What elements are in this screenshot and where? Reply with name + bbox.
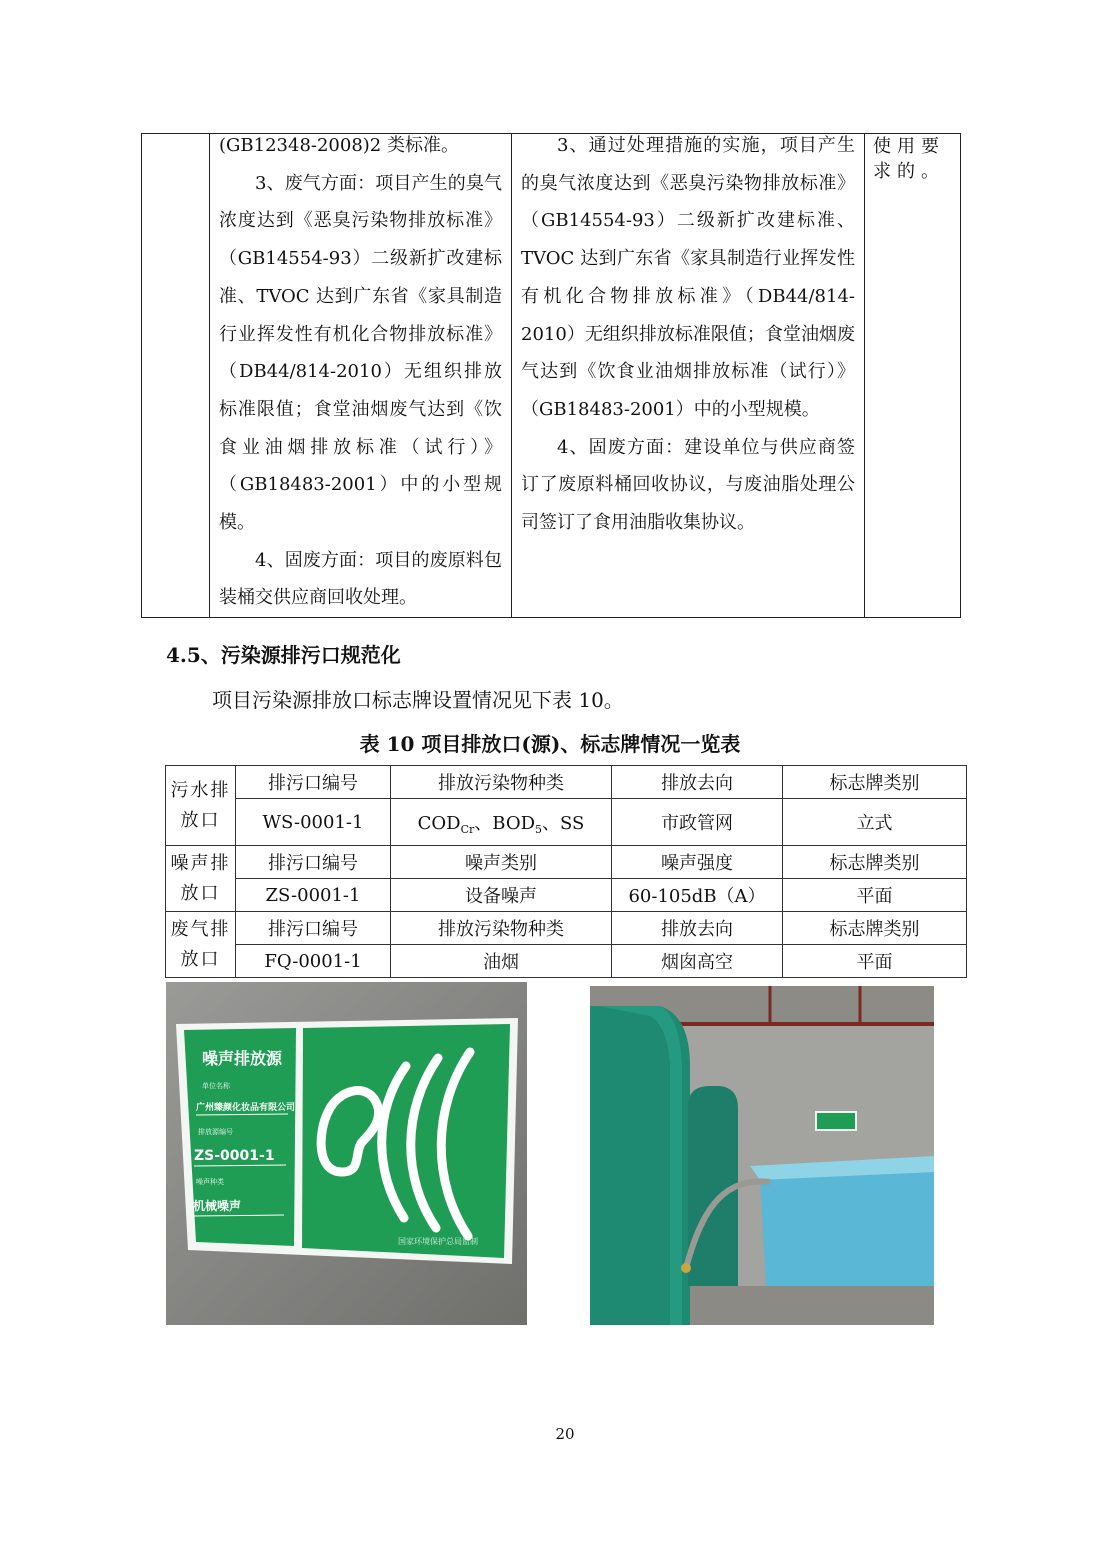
category-line: 废气排: [170, 918, 231, 940]
table-row: [166, 799, 967, 846]
subscript: Cr: [460, 822, 475, 836]
value-cell: ZS-0001-1: [236, 879, 391, 912]
table-row: [166, 945, 967, 978]
header-cell: 排污口编号: [236, 912, 391, 945]
value-cell: 60-105dB（A）: [612, 879, 783, 912]
value-cell: 市政管网: [612, 799, 783, 846]
text-run: 、BOD: [474, 812, 536, 834]
header-cell: 排放去向: [612, 766, 783, 799]
sign-type-value: 机械噪声: [193, 1199, 242, 1213]
text-run: 、SS: [542, 812, 585, 834]
standards-comparison-table: [141, 133, 961, 618]
col3-paragraph-gas: 3、通过处理措施的实施，项目产生的臭气浓度达到《恶臭污染物排放标准》（GB14554-93）二级新扩改建标准、TVOC 达到广东省《家具制造行业挥发性有机化合物排放标准》（DB44/814-2010）无组织排放标准限值；食堂油烟废气达到《饮食业油烟排放标准（试行）》（GB18483-2001）中的小型规模。: [521, 135, 855, 420]
table-row: [166, 879, 967, 912]
sign-code-value: ZS-0001-1: [194, 1148, 275, 1164]
section-intro: 项目污染源排放口标志牌设置情况见下表 10。: [212, 688, 624, 712]
value-cell: 烟囱高空: [612, 945, 783, 978]
section-heading: 4.5、污染源排污口规范化: [166, 643, 401, 667]
header-cell: 排污口编号: [236, 846, 391, 879]
table-row: [166, 846, 967, 879]
value-cell: 油烟: [391, 945, 612, 978]
machine-room-photo: [590, 986, 934, 1325]
col4-text: 使用要求的。: [873, 136, 945, 182]
col2-paragraph-gas: 3、废气方面：项目产生的臭气浓度达到《恶臭污染物排放标准》（GB14554-93）二级新扩改建标准、TVOC 达到广东省《家具制造行业挥发性有机化合物排放标准》（DB44/814-2010）无组织排放标准限值；食堂油烟废气达到《饮食业油烟排放标准（试行）》（GB18483-2001）中的小型规模。: [219, 172, 502, 534]
header-cell: 噪声强度: [612, 846, 783, 879]
header-cell: 排放去向: [612, 912, 783, 945]
blue-machine: [760, 1170, 934, 1286]
sign-right-panel: [302, 1024, 510, 1258]
noise-sign-photo: [166, 982, 527, 1325]
value-cell: 平面: [783, 945, 967, 978]
category-cell-wastewater: [166, 766, 236, 846]
col3-paragraph-solid-waste: 4、固废方面：建设单位与供应商签订了废原料桶回收协议，与废油脂处理公司签订了食用油脂收集协议。: [521, 436, 855, 534]
sign-footer: 国家环境保护总局监制: [398, 1237, 478, 1246]
table-cell-conclusion: [865, 134, 961, 618]
table-cell-empty: [142, 134, 210, 618]
category-cell-exhaust: [166, 912, 236, 978]
table-cell-standards-requirement: [210, 134, 512, 618]
category-line: 放口: [180, 948, 221, 970]
value-cell: 平面: [783, 879, 967, 912]
category-line: 放口: [180, 809, 221, 831]
header-cell: 排放污染物种类: [391, 766, 612, 799]
sign-type-label: 噪声种类: [196, 1178, 224, 1186]
header-cell: 标志牌类别: [783, 912, 967, 945]
table-row: [166, 912, 967, 945]
category-line: 放口: [180, 882, 221, 904]
header-cell: 标志牌类别: [783, 846, 967, 879]
sign-title: 噪声排放源: [202, 1049, 283, 1068]
hose-fitting: [681, 1263, 691, 1273]
noise-sign-drawing: [166, 982, 527, 1325]
value-cell: 立式: [783, 799, 967, 846]
page-number: 20: [555, 1425, 575, 1443]
header-cell: 排放污染物种类: [391, 912, 612, 945]
table-row: [166, 766, 967, 799]
subscript: 5: [535, 822, 543, 836]
table-cell-implementation: [512, 134, 865, 618]
category-cell-noise: [166, 846, 236, 912]
col2-paragraph-noise: (GB12348-2008)2 类标准。: [219, 135, 459, 156]
value-cell-pollutants: [391, 799, 612, 846]
header-cell: 标志牌类别: [783, 766, 967, 799]
header-cell: 排污口编号: [236, 766, 391, 799]
value-cell: FQ-0001-1: [236, 945, 391, 978]
sign-unit-label: 单位名称: [202, 1082, 230, 1090]
outlet-table: [165, 765, 967, 978]
wall-noise-sign: [816, 1112, 856, 1130]
value-cell: 设备噪声: [391, 879, 612, 912]
header-cell: 噪声类别: [391, 846, 612, 879]
text-run: COD: [417, 812, 461, 834]
table-caption: 表 10 项目排放口(源)、标志牌情况一览表: [359, 732, 741, 756]
col2-paragraph-solid-waste: 4、固废方面：项目的废原料包装桶交供应商回收处理。: [219, 549, 502, 609]
sign-code-label: 排放源编号: [198, 1128, 233, 1136]
value-cell: WS-0001-1: [236, 799, 391, 846]
category-line: 污水排: [170, 779, 231, 801]
category-line: 噪声排: [170, 852, 231, 874]
sign-unit-value: 广州臻颜化妆品有限公司: [196, 1103, 296, 1113]
machine-room-drawing: [590, 986, 934, 1325]
